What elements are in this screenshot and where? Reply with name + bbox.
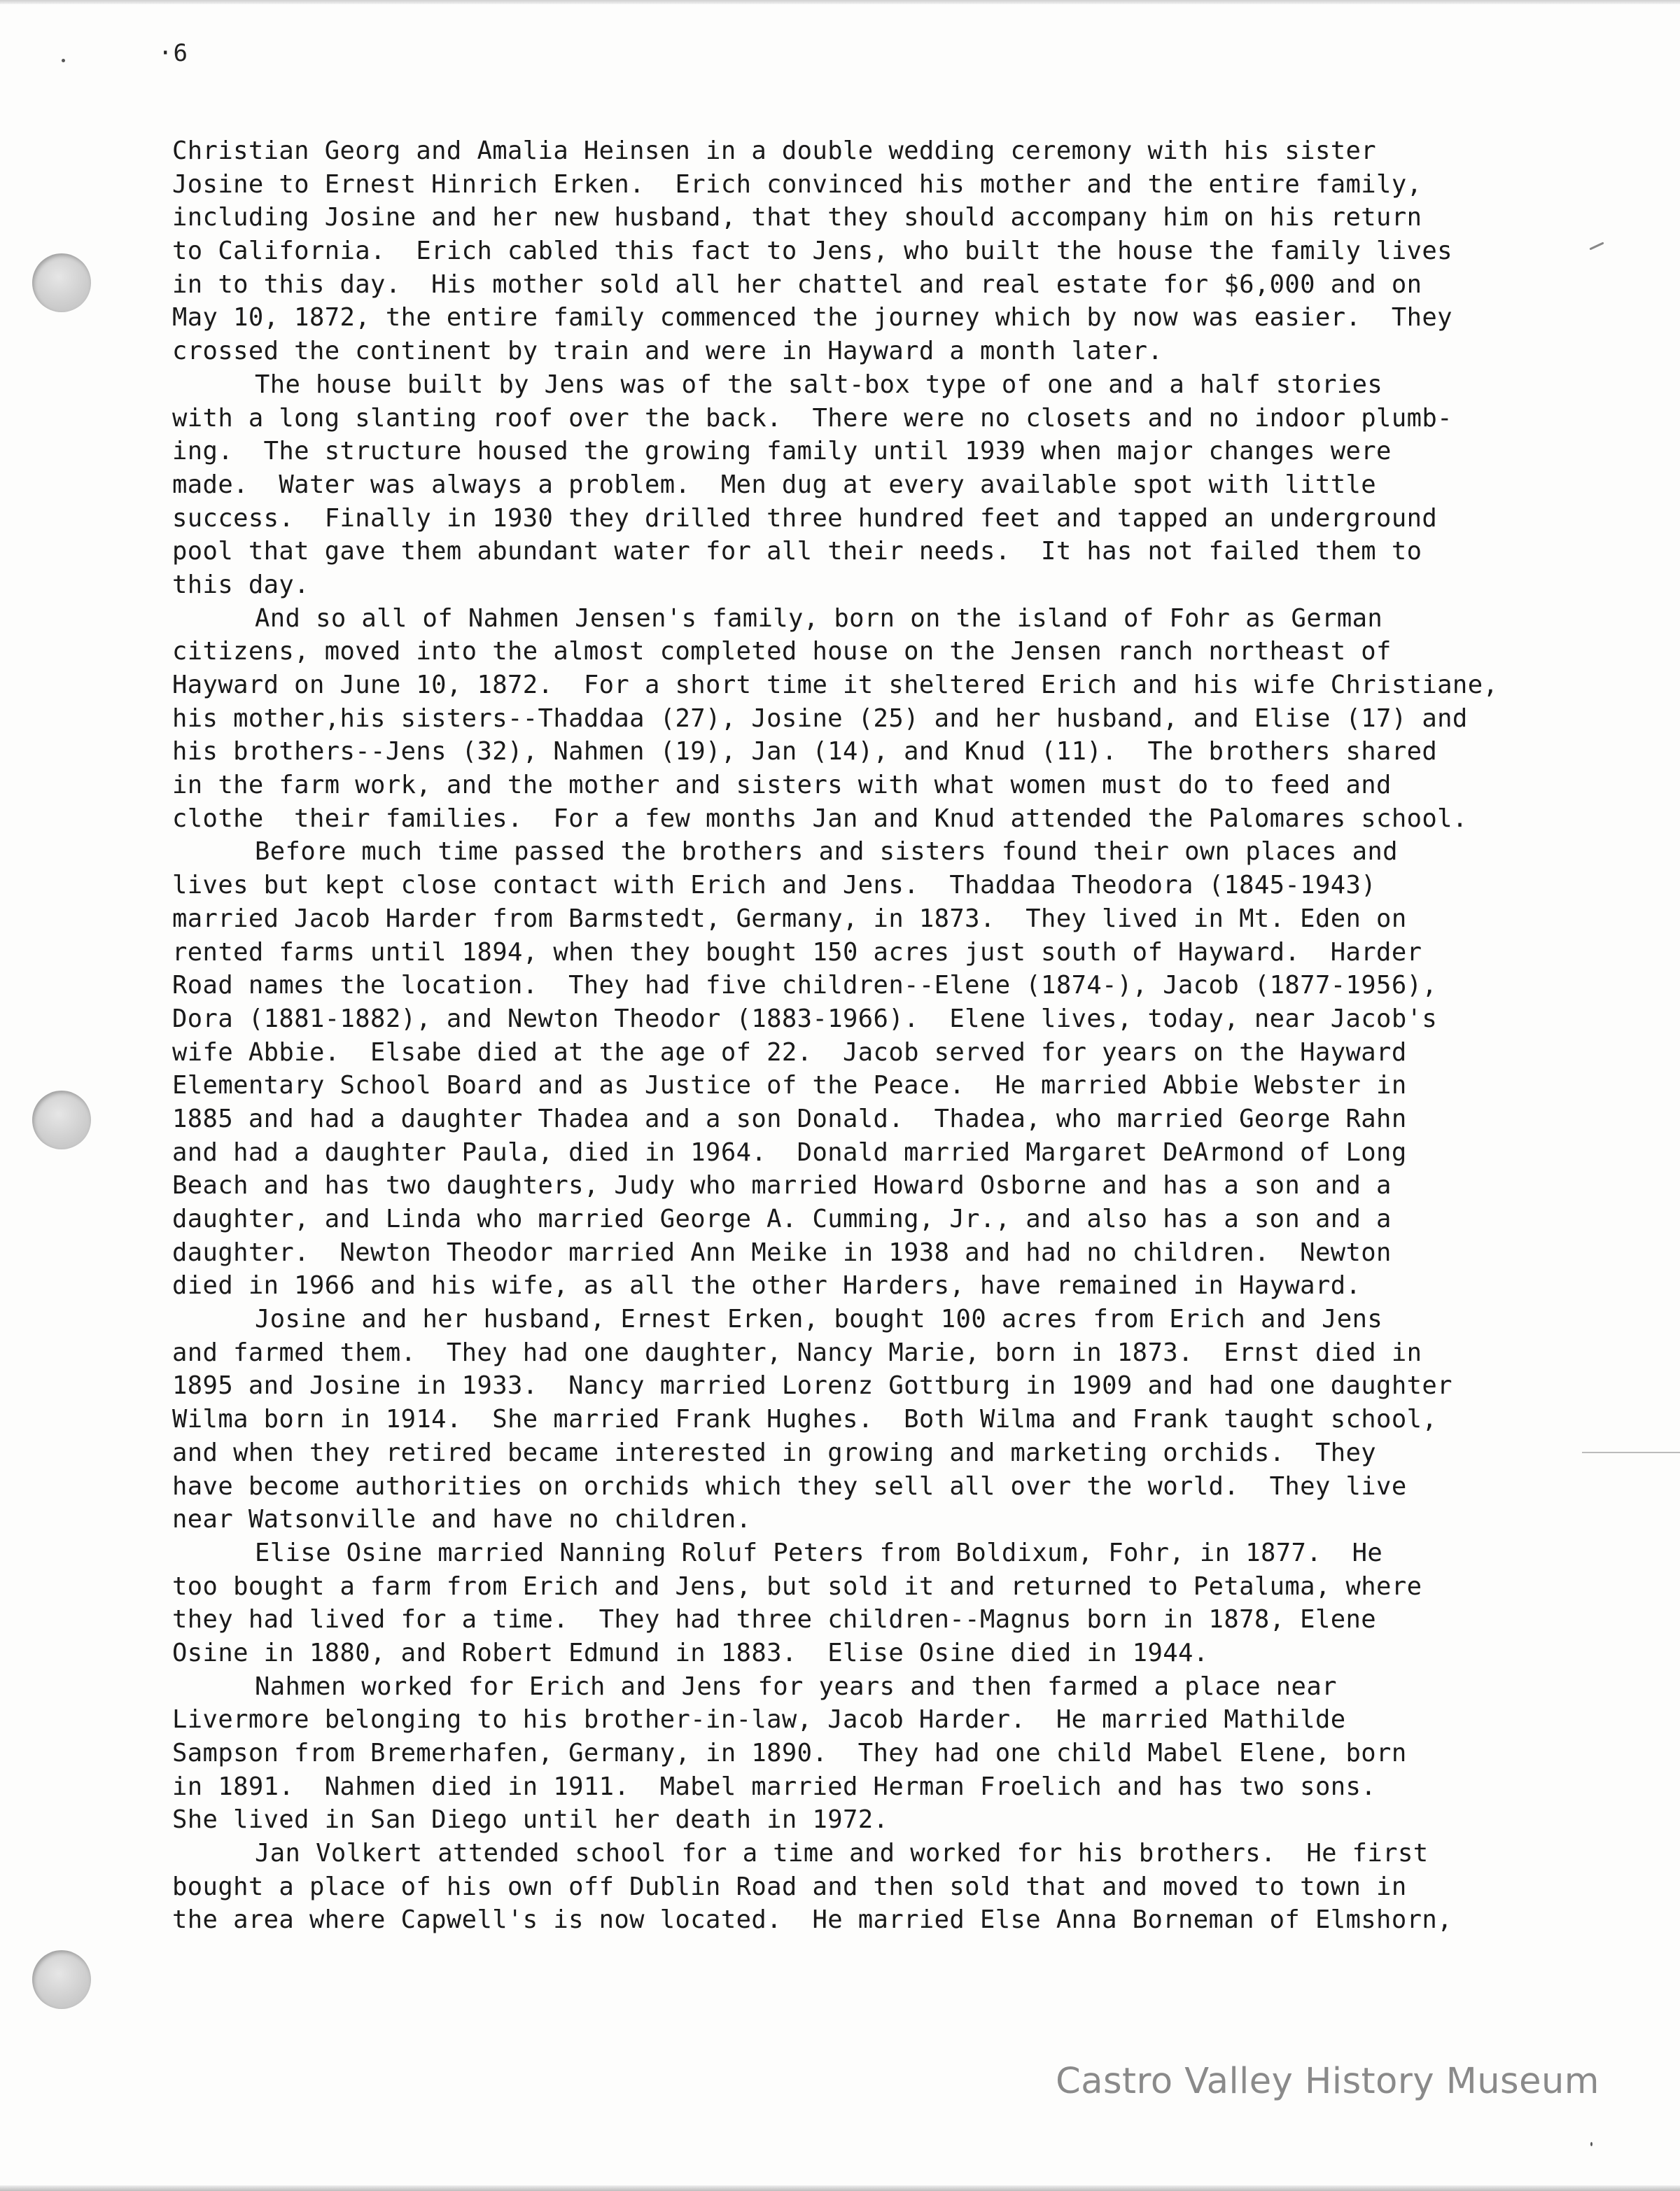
page-top-edge (0, 0, 1680, 4)
text-line: Osine in 1880, and Robert Edmund in 1883. Elise Osine died in 1944. (172, 1638, 1209, 1667)
paragraph-start-line: And so all of Nahmen Jensen's family, born on the island of Fohr as German (255, 603, 1383, 633)
text-line: Beach and has two daughters, Judy who married Howard Osborne and has a son and a (172, 1171, 1392, 1200)
text-line: success. Finally in 1930 they drilled three hundred feet and tapped an underground (172, 503, 1438, 533)
text-line: and had a daughter Paula, died in 1964. Donald married Margaret DeArmond of Long (172, 1138, 1407, 1167)
text-line: pool that gave them abundant water for all their needs. It has not failed them to (172, 537, 1422, 566)
text-line: Josine to Ernest Hinrich Erken. Erich convinced his mother and the entire family, (172, 169, 1422, 199)
text-line: they had lived for a time. They had three children--Magnus born in 1878, Elene (172, 1605, 1377, 1634)
text-line: lives but kept close contact with Erich and Jens. Thaddaa Theodora (1845-1943) (172, 871, 1377, 900)
punch-hole (32, 1950, 91, 2009)
text-line: the area where Capwell's is now located. He married Else Anna Borneman of Elmshorn, (172, 1905, 1452, 1935)
text-line: Livermore belonging to his brother-in-law, Jacob Harder. He married Mathilde (172, 1705, 1346, 1735)
text-line: and when they retired became interested in growing and marketing orchids. They (172, 1438, 1377, 1467)
text-line: and farmed them. They had one daughter, Nancy Marie, born in 1873. Ernst died in (172, 1338, 1422, 1367)
text-line: 1885 and had a daughter Thadea and a son Donald. Thadea, who married George Rahn (172, 1104, 1407, 1133)
text-line: made. Water was always a problem. Men dug at every available spot with little (172, 470, 1377, 499)
text-line: Elementary School Board and as Justice of the Peace. He married Abbie Webster in (172, 1071, 1407, 1100)
text-line: crossed the continent by train and were in Hayward a month later. (172, 337, 1163, 366)
text-line: May 10, 1872, the entire family commenced the journey which by now was easier. They (172, 303, 1452, 332)
text-line: this day. (172, 570, 309, 599)
punch-hole (32, 1091, 91, 1149)
text-line: too bought a farm from Erich and Jens, but sold it and returned to Petaluma, where (172, 1572, 1422, 1601)
text-line: wife Abbie. Elsabe died at the age of 22. Jacob served for years on the Hayward (172, 1037, 1407, 1067)
text-line: his mother,his sisters--Thaddaa (27), Josine (25) and her husband, and Elise (17) and (172, 704, 1468, 733)
text-line: Christian Georg and Amalia Heinsen in a double wedding ceremony with his sister (172, 136, 1377, 165)
text-line: married Jacob Harder from Barmstedt, Germany, in 1873. They lived in Mt. Eden on (172, 904, 1407, 933)
text-line: in the farm work, and the mother and sisters with what women must do to feed and (172, 771, 1392, 800)
text-line: Dora (1881-1882), and Newton Theodor (1883-1966). Elene lives, today, near Jacob's (172, 1004, 1438, 1033)
text-line: clothe their families. For a few months Jan and Knud attended the Palomares school. (172, 804, 1468, 833)
text-line: died in 1966 and his wife, as all the other Harders, have remained in Hayward. (172, 1271, 1362, 1301)
text-line: Hayward on June 10, 1872. For a short time it sheltered Erich and his wife Christiane, (172, 671, 1499, 699)
text-line: ing. The structure housed the growing family until 1939 when major changes were (172, 437, 1392, 466)
paragraph-start-line: Elise Osine married Nanning Roluf Peters from Boldixum, Fohr, in 1877. He (255, 1538, 1383, 1567)
text-line: including Josine and her new husband, that they should accompany him on his return (172, 203, 1422, 232)
paragraph-start-line: Josine and her husband, Ernest Erken, bought 100 acres from Erich and Jens (255, 1305, 1383, 1334)
text-line: Sampson from Bremerhafen, Germany, in 1890. They had one child Mabel Elene, born (172, 1739, 1407, 1768)
text-line: with a long slanting roof over the back. There were no closets and no indoor plumb- (172, 403, 1452, 433)
page-number: ·6 (158, 39, 188, 67)
text-line: near Watsonville and have no children. (172, 1505, 752, 1534)
paragraph-start-line: Jan Volkert attended school for a time and worked for his brothers. He first (255, 1839, 1429, 1868)
text-line: rented farms until 1894, when they bought 150 acres just south of Hayward. Harder (172, 937, 1422, 967)
text-line: Wilma born in 1914. She married Frank Hughes. Both Wilma and Frank taught school, (172, 1405, 1438, 1434)
paragraph-start-line: Before much time passed the brothers and sisters found their own places and (255, 837, 1398, 867)
page-bottom-edge (0, 2185, 1680, 2191)
text-line: in to this day. His mother sold all her chattel and real estate for $6,000 and on (172, 270, 1422, 299)
text-line: 1895 and Josine in 1933. Nancy married Lorenz Gottburg in 1909 and had one daughter (172, 1371, 1452, 1401)
museum-watermark: Castro Valley History Museum (1056, 2061, 1600, 2102)
text-line: Road names the location. They had five children--Elene (1874-), Jacob (1877-1956), (172, 971, 1438, 1000)
page-number-value: 6 (173, 39, 188, 67)
text-line: daughter, and Linda who married George A. Cumming, Jr., and also has a son and a (172, 1205, 1392, 1233)
typed-text-body (172, 134, 1614, 1937)
text-line: his brothers--Jens (32), Nahmen (19), Jan (14), and Knud (11). The brothers shared (172, 737, 1438, 766)
text-line: She lived in San Diego until her death in 1972. (172, 1805, 889, 1835)
text-line: bought a place of his own off Dublin Road and then sold that and moved to town in (172, 1872, 1407, 1901)
text-line: daughter. Newton Theodor married Ann Meike in 1938 and had no children. Newton (172, 1238, 1392, 1267)
scan-speck (62, 59, 65, 62)
text-line: have become authorities on orchids which they sell all over the world. They live (172, 1471, 1407, 1501)
text-line: to California. Erich cabled this fact to Jens, who built the house the family lives (172, 237, 1452, 266)
scan-speck (1590, 2142, 1592, 2146)
text-line: citizens, moved into the almost completed house on the Jensen ranch northeast of (172, 637, 1392, 666)
paragraph-start-line: The house built by Jens was of the salt-box type of one and a half stories (255, 370, 1383, 399)
paragraph-start-line: Nahmen worked for Erich and Jens for years and then farmed a place near (255, 1672, 1337, 1701)
text-line: in 1891. Nahmen died in 1911. Mabel married Herman Froelich and has two sons. (172, 1772, 1377, 1801)
punch-hole (32, 253, 91, 312)
